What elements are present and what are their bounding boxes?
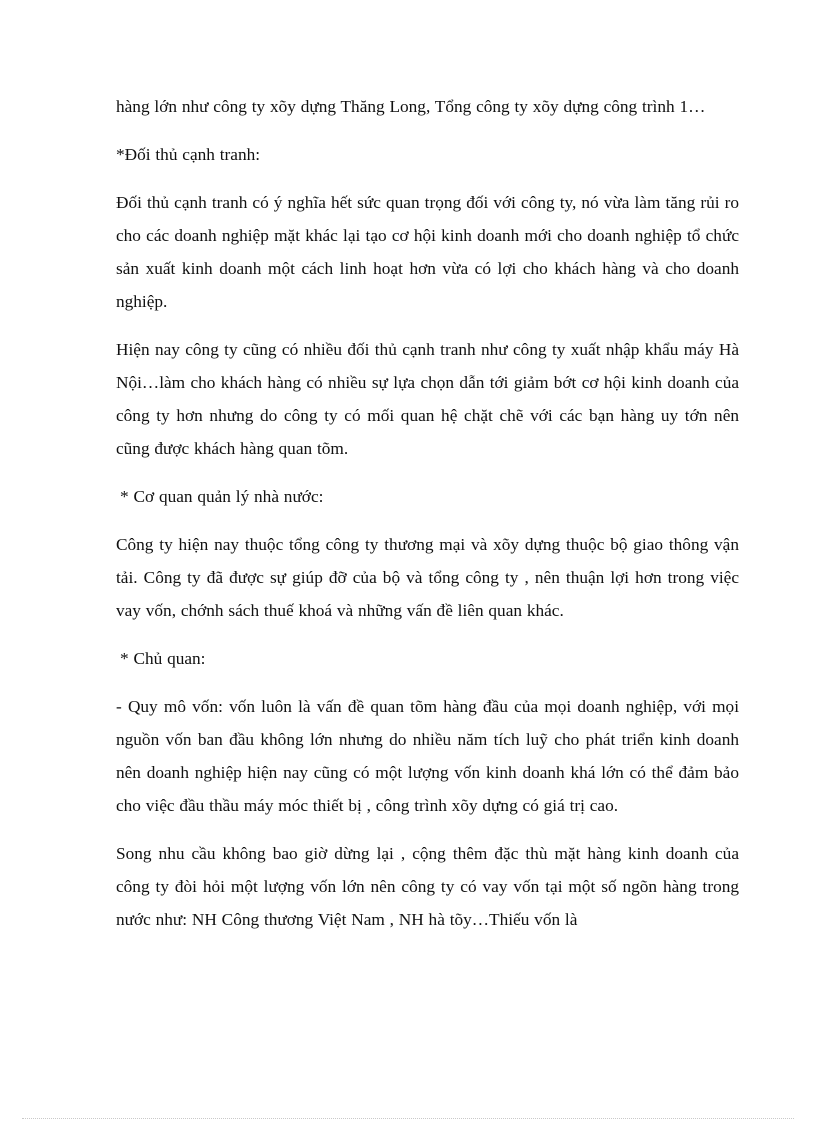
- heading-subjective-factors: * Chủ quan:: [120, 649, 206, 668]
- document-body: [116, 90, 739, 951]
- paragraph-continuation: hàng lớn như công ty xõy dựng Thăng Long, Tổng công ty xõy dựng công trình 1…: [116, 97, 706, 116]
- paragraph-capital-scale: - Quy mô vốn: vốn luôn là vấn đề quan tõm hàng đầu của mọi doanh nghiệp, với mọi nguồn vốn ban đầu không lớn nhưng do nhiều năm tích luỹ cho phát triển kinh doanh nên doanh nghiệp hiện nay cũng có một lượng vốn kinh doanh khá lớn có thể đảm bảo cho việc đầu thầu máy móc thiết bị , công trình xõy dựng có giá trị cao.: [116, 697, 739, 815]
- heading-competitors: *Đối thủ cạnh tranh:: [116, 145, 261, 164]
- heading-state-management: * Cơ quan quản lý nhà nước:: [120, 487, 324, 506]
- paragraph-competitors-significance: Đối thủ cạnh tranh có ý nghĩa hết sức quan trọng đối với công ty, nó vừa làm tăng rủi ro cho các doanh nghiệp mặt khác lại tạo cơ hội kinh doanh mới cho doanh nghiệp tổ chức sản xuất kinh doanh một cách linh hoạt hơn vừa có lợi cho khách hàng và cho doanh nghiệp.: [116, 193, 739, 311]
- paragraph-capital-needs: Song nhu cầu không bao giờ dừng lại , cộng thêm đặc thù mặt hàng kinh doanh của công ty đòi hỏi một lượng vốn lớn nên công ty có vay vốn tại một số ngõn hàng trong nước như: NH Công thương Việt Nam , NH hà tõy…Thiếu vốn là: [116, 844, 739, 929]
- paragraph-state-management: Công ty hiện nay thuộc tổng công ty thương mại và xõy dựng thuộc bộ giao thông vận tải. Công ty đã được sự giúp đỡ của bộ và tổng công ty , nên thuận lợi hơn trong việc vay vốn, chớnh sách thuế khoá và những vấn đề liên quan khác.: [116, 535, 739, 620]
- page-bottom-divider: [22, 1118, 794, 1119]
- paragraph-current-competitors: Hiện nay công ty cũng có nhiều đối thủ cạnh tranh như công ty xuất nhập khẩu máy Hà Nội…làm cho khách hàng có nhiều sự lựa chọn dẫn tới giảm bớt cơ hội kinh doanh của công ty hơn nhưng do công ty có mối quan hệ chặt chẽ với các bạn hàng uy tớn nên cũng được khách hàng quan tõm.: [116, 340, 739, 458]
